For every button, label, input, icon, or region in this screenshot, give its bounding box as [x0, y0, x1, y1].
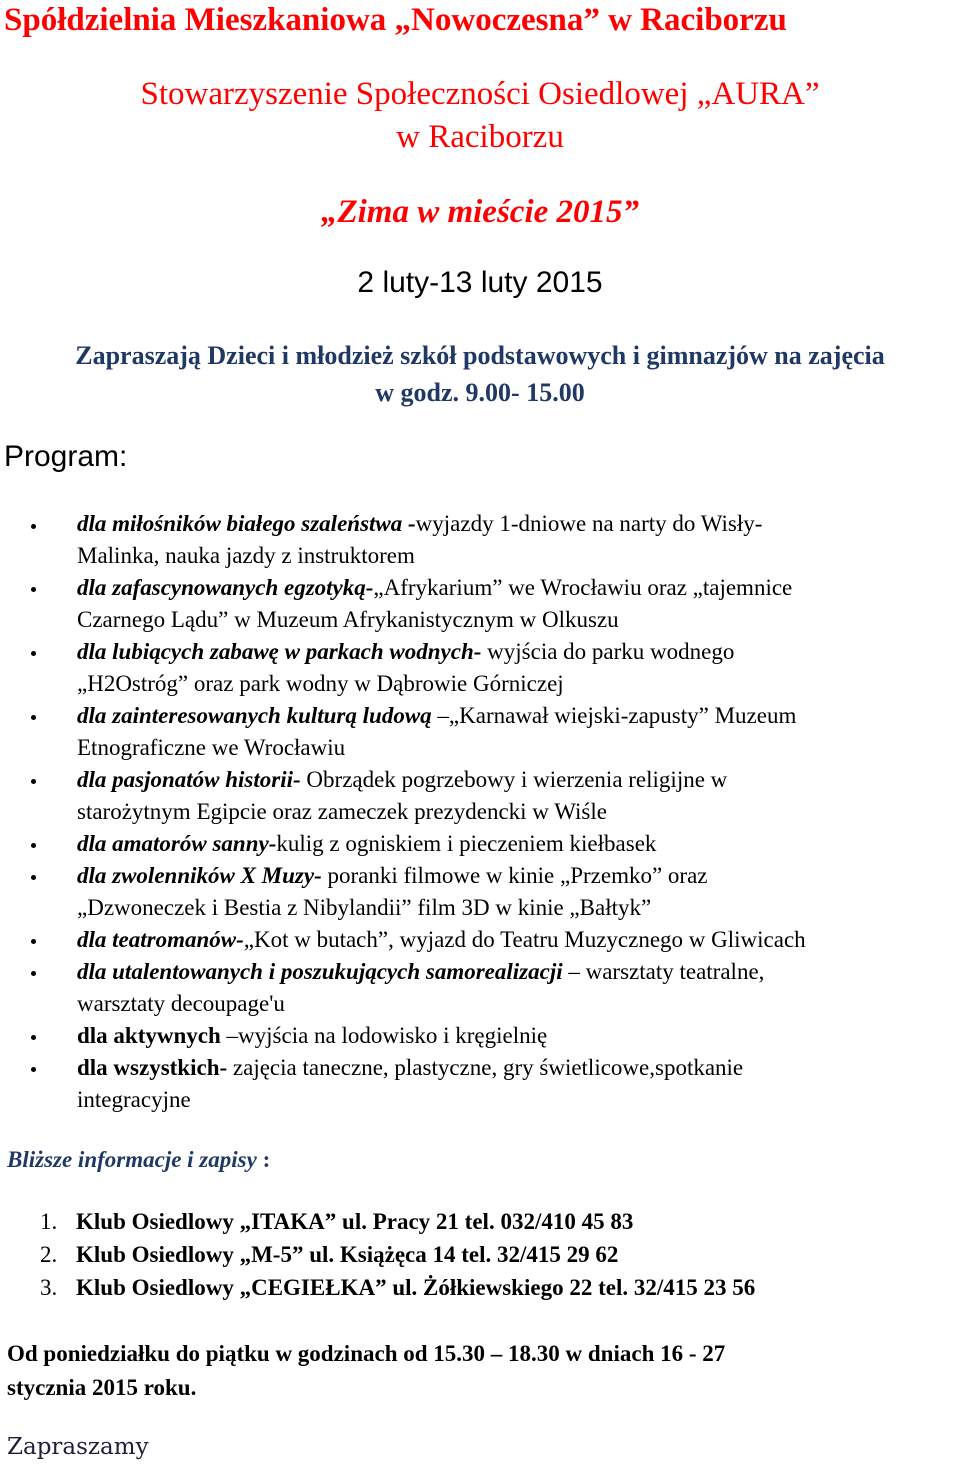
title-cooperative: Spółdzielnia Mieszkaniowa „Nowoczesna” w Raciborzu	[4, 2, 787, 38]
program-item-cont: „Dzwoneczek i Bestia z Nibylandii” film 3D w kinie „Bałtyk”	[77, 895, 652, 920]
bullet-icon	[31, 587, 36, 592]
program-item: dla utalentowanych i poszukujących samorealizacji – warsztaty teatralne,	[77, 959, 765, 984]
program-item: dla miłośników białego szaleństwa -wyjazdy 1-dniowe na narty do Wisły-	[77, 511, 763, 536]
program-item-cont: warsztaty decoupage'u	[77, 991, 285, 1016]
bullet-icon	[31, 1067, 36, 1072]
bullet-icon	[31, 715, 36, 720]
club-item: 3. Klub Osiedlowy „CEGIEŁKA” ul. Żółkiewskiego 22 tel. 32/415 23 56	[40, 1275, 756, 1300]
invitation-verb: Zapraszają	[75, 341, 201, 370]
bullet-icon	[31, 843, 36, 848]
program-item: dla zafascynowanych egzotyką-„Afrykarium” we Wrocławiu oraz „tajemnice	[77, 575, 793, 600]
program-item: dla amatorów sanny-kulig z ogniskiem i pieczeniem kiełbasek	[77, 831, 657, 856]
event-dates: 2 luty-13 luty 2015	[357, 266, 603, 299]
title-association-city: w Raciborzu	[396, 119, 564, 155]
schedule-line-cont: stycznia 2015 roku.	[7, 1375, 197, 1400]
program-item: dla teatromanów-„Kot w butach”, wyjazd do Teatru Muzycznego w Gliwicach	[77, 927, 806, 952]
title-association: Stowarzyszenie Społeczności Osiedlowej „AURA”	[140, 76, 820, 112]
program-item: dla wszystkich- zajęcia taneczne, plastyczne, gry świetlicowe,spotkanie	[77, 1055, 744, 1080]
program-item-cont: Czarnego Lądu” w Muzeum Afrykanistycznym w Olkuszu	[77, 607, 619, 632]
program-item-cont: Etnograficzne we Wrocławiu	[77, 735, 346, 760]
club-item: 2. Klub Osiedlowy „M-5” ul. Książęca 14 tel. 32/415 29 62	[40, 1242, 619, 1267]
bullet-icon	[31, 971, 36, 976]
invitation-line	[0, 341, 960, 371]
schedule-line: Od poniedziałku do piątku w godzinach od 15.30 – 18.30 w dniach 16 - 27	[7, 1341, 726, 1366]
program-item: dla zainteresowanych kulturą ludową –„Karnawał wiejski-zapusty” Muzeum	[77, 703, 797, 728]
bullet-icon	[31, 651, 36, 656]
bullet-icon	[31, 524, 36, 529]
program-item-cont: Malinka, nauka jazdy z instruktorem	[77, 543, 415, 568]
bullet-icon	[31, 875, 36, 880]
invitation-text: Dzieci i młodzież szkół podstawowych i gimnazjów na zajęcia	[200, 341, 885, 370]
closing-invite: Zapraszamy	[7, 1434, 149, 1460]
program-item: dla aktywnych –wyjścia na lodowisko i kręgielnię	[77, 1023, 548, 1048]
program-item: dla lubiących zabawę w parkach wodnych- wyjścia do parku wodnego	[77, 639, 735, 664]
bullet-icon	[31, 1035, 36, 1040]
invitation-hours: w godz. 9.00- 15.00	[375, 378, 585, 407]
program-item-cont: „H2Ostróg” oraz park wodny w Dąbrowie Górniczej	[77, 671, 564, 696]
bullet-icon	[31, 779, 36, 784]
program-item: dla pasjonatów historii- Obrządek pogrzebowy i wierzenia religijne w	[77, 767, 728, 792]
event-title: „Zima w mieście 2015”	[320, 194, 640, 230]
program-item: dla zwolenników X Muzy- poranki filmowe w kinie „Przemko” oraz	[77, 863, 708, 888]
info-heading: Bliższe informacje i zapisy :	[7, 1147, 271, 1172]
program-item-cont: integracyjne	[77, 1087, 191, 1112]
program-heading: Program:	[4, 440, 128, 473]
program-item-cont: starożytnym Egipcie oraz zameczek prezydencki w Wiśle	[77, 799, 607, 824]
bullet-icon	[31, 939, 36, 944]
club-item: 1. Klub Osiedlowy „ITAKA” ul. Pracy 21 tel. 032/410 45 83	[40, 1209, 634, 1234]
